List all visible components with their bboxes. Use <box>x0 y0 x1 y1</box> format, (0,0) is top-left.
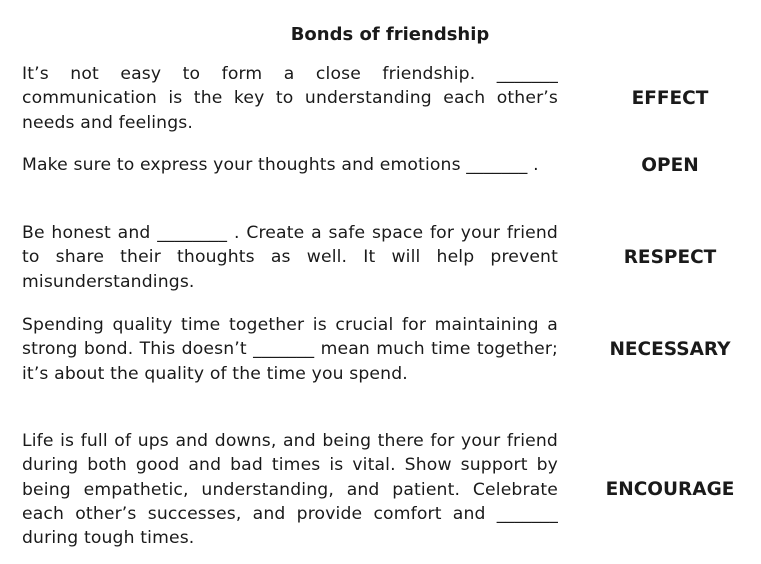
exercise-text: Be honest and ________ . Create a safe space for your friend to share their thoughts as well. It will help prevent misunderstandings. <box>22 223 558 292</box>
exercise-item <box>22 221 761 294</box>
exercise-text: Make sure to express your thoughts and emotions _______ . <box>22 155 539 175</box>
exercise-item <box>22 313 761 386</box>
word-prompt: RESPECT <box>623 246 717 268</box>
document-title: Bonds of friendship <box>290 24 490 45</box>
exercise-item <box>22 153 761 177</box>
exercise-item <box>22 62 761 135</box>
exercise-text: Spending quality time together is crucial for maintaining a strong bond. This doesn’t _______ mean much time together; it’s about the quality of the time you spend. <box>22 315 558 384</box>
word-prompt: ENCOURAGE <box>605 479 735 501</box>
exercise-item <box>22 429 761 550</box>
word-prompt: OPEN <box>641 154 699 176</box>
word-prompt: NECESSARY <box>609 338 731 360</box>
exercise-text: It’s not easy to form a close friendship. _______ communication is the key to understanding each other’s needs and feelings. <box>22 64 558 133</box>
exercise-text: Life is full of ups and downs, and being there for your friend during both good and bad times is vital. Show support by being empathetic, understanding, and patient. Celebrate each other’s successes, and provide comfort and _______ during tough times. <box>22 431 558 549</box>
word-prompt: EFFECT <box>631 87 709 109</box>
